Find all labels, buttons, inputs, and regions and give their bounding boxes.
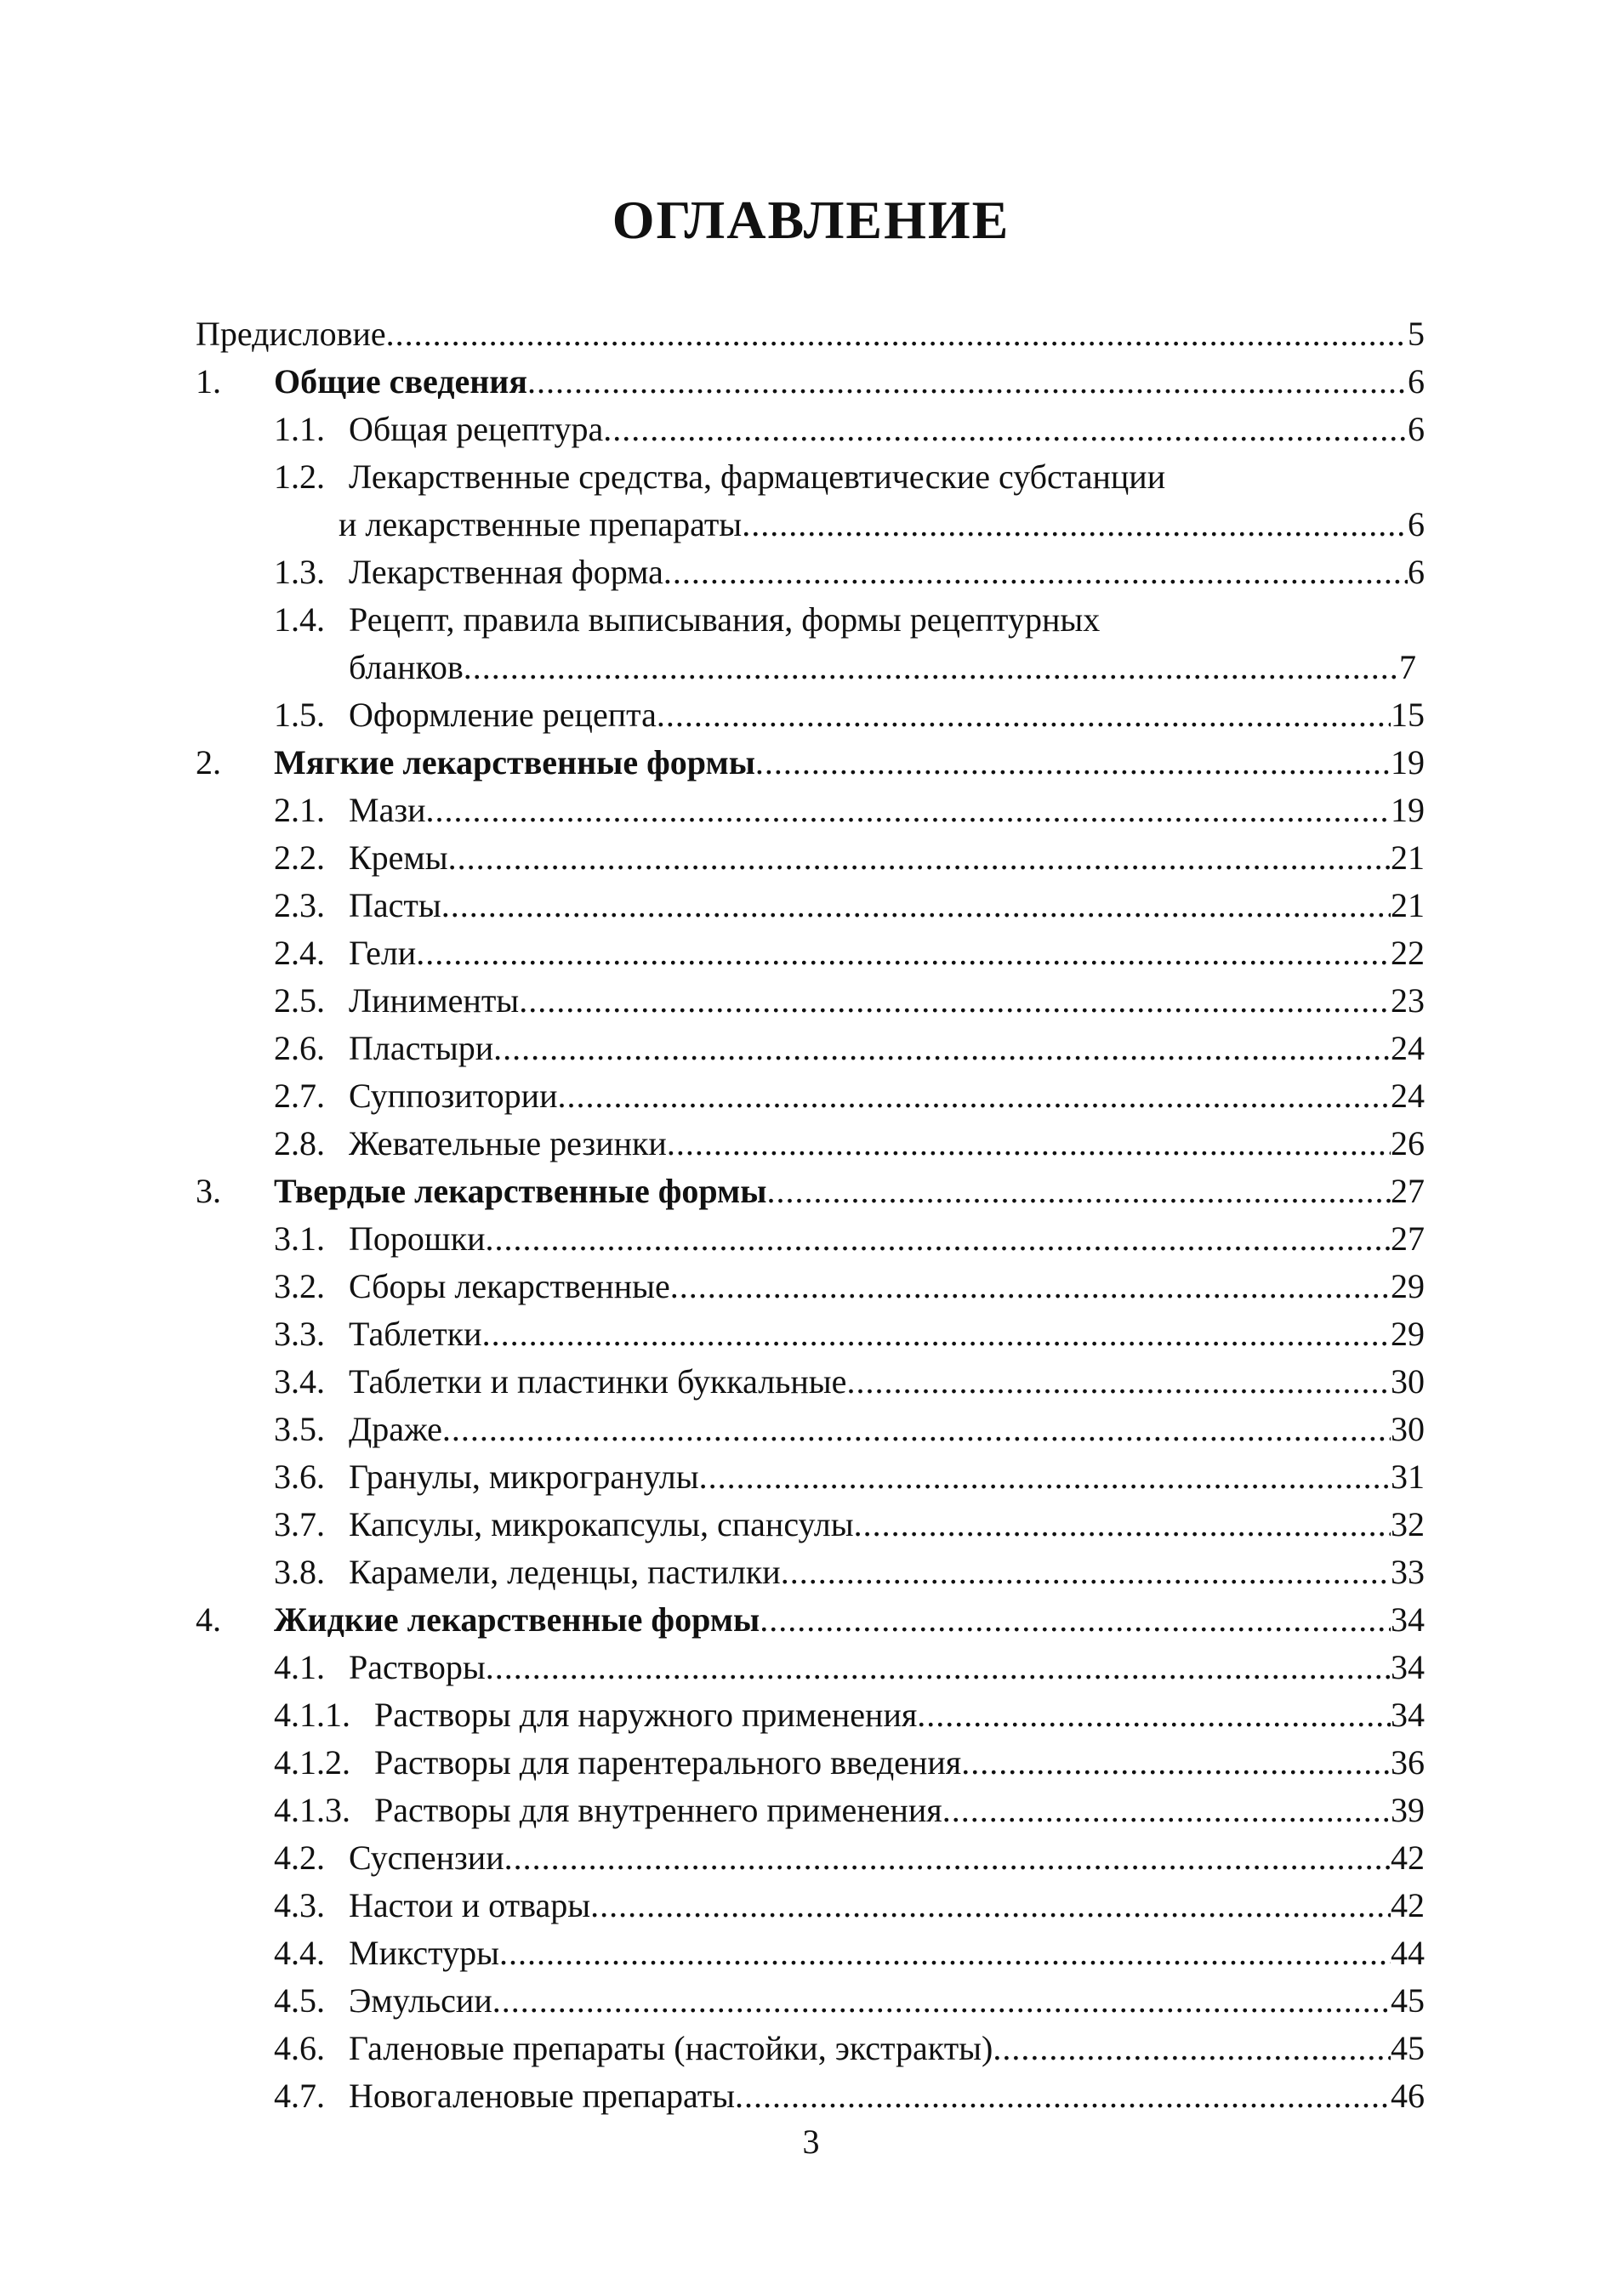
- leader-dots: [504, 1834, 1391, 1882]
- leader-dots: [767, 1168, 1392, 1215]
- section-number: 4.1.3.: [274, 1791, 350, 1829]
- section-number: 4.7.: [274, 2077, 325, 2115]
- leader-dots: [670, 1263, 1391, 1310]
- chapter-number: 3.: [196, 1172, 221, 1210]
- leader-dots: [486, 1644, 1391, 1691]
- toc-chapter-4[interactable]: 4. Жидкие лекарственные формы ..... 34: [196, 1596, 1425, 1644]
- toc-entry-1-4-first-line[interactable]: 1.4. Рецепт, правила выписывания, формы рецептурных: [274, 596, 1100, 644]
- toc-entry-2-8[interactable]: 2.8. Жевательные резинки ..... 26: [274, 1120, 1425, 1168]
- page-title: ОГЛАВЛЕНИЕ: [612, 190, 1010, 250]
- page-number: 22: [1391, 934, 1425, 972]
- page-number: 27: [1391, 1219, 1425, 1258]
- chapter-number: 1.: [196, 362, 221, 401]
- page-number: 6: [1408, 410, 1425, 448]
- toc-entry-2-3[interactable]: 2.3. Пасты ..... 21: [274, 882, 1425, 929]
- toc-entry-4-1-2[interactable]: 4.1.2. Растворы для парентерального введения ..... 36: [274, 1739, 1425, 1787]
- leader-dots: [464, 644, 1399, 691]
- page-number: 24: [1391, 1077, 1425, 1115]
- toc-entry-3-3[interactable]: 3.3. Таблетки ..... 29: [274, 1310, 1425, 1358]
- toc-entry-4-1-3[interactable]: 4.1.3. Растворы для внутреннего применения ..... 39: [274, 1787, 1425, 1834]
- page-number: 5: [1408, 315, 1425, 353]
- chapter-number: 2.: [196, 743, 221, 781]
- page-number: 45: [1391, 2029, 1425, 2067]
- leader-dots: [499, 1929, 1391, 1977]
- page-number: 30: [1391, 1362, 1425, 1401]
- page-number: 34: [1391, 1600, 1425, 1639]
- toc-entry-3-4[interactable]: 3.4. Таблетки и пластинки буккальные ..... 30: [274, 1358, 1425, 1406]
- leader-dots: [416, 929, 1391, 977]
- leader-dots: [755, 739, 1391, 787]
- page-number: 21: [1391, 838, 1425, 877]
- leader-dots: [441, 882, 1391, 929]
- toc-chapter-2[interactable]: 2. Мягкие лекарственные формы ..... 19: [196, 739, 1425, 787]
- leader-dots: [557, 1072, 1391, 1120]
- page-folio-number: 3: [802, 2123, 820, 2161]
- page-number: 21: [1391, 886, 1425, 924]
- toc-entry-1-2[interactable]: и лекарственные препараты ..... 6: [339, 501, 1425, 548]
- leader-dots: [735, 2072, 1391, 2120]
- page-number: 32: [1391, 1505, 1425, 1543]
- leader-dots: [854, 1501, 1391, 1549]
- page-number: 29: [1391, 1267, 1425, 1305]
- section-number: 3.7.: [274, 1505, 325, 1543]
- leader-dots: [760, 1596, 1391, 1644]
- section-number: 4.1.1.: [274, 1696, 350, 1734]
- section-number: 1.1.: [274, 410, 325, 448]
- toc-entry-1-4[interactable]: бланков ..... 7: [349, 644, 1416, 691]
- page-number: 34: [1391, 1696, 1425, 1734]
- toc-entry-4-1[interactable]: 4.1. Растворы ..... 34: [274, 1644, 1425, 1691]
- chapter-number: 4.: [196, 1600, 221, 1639]
- section-number: 3.4.: [274, 1362, 325, 1401]
- section-number: 3.3.: [274, 1315, 325, 1353]
- page-number: 34: [1391, 1648, 1425, 1686]
- toc-entry-2-6[interactable]: 2.6. Пластыри ..... 24: [274, 1025, 1425, 1072]
- toc-entry-4-2[interactable]: 4.2. Суспензии ..... 42: [274, 1834, 1425, 1882]
- toc-entry-2-5[interactable]: 2.5. Линименты ..... 23: [274, 977, 1425, 1025]
- section-number: 2.1.: [274, 791, 325, 829]
- leader-dots: [493, 1025, 1391, 1072]
- page-number: 24: [1391, 1029, 1425, 1067]
- leader-dots: [663, 548, 1408, 596]
- leader-dots: [386, 310, 1408, 358]
- section-number: 2.3.: [274, 886, 325, 924]
- toc-entry-2-4[interactable]: 2.4. Гели ..... 22: [274, 929, 1425, 977]
- section-number: 4.4.: [274, 1934, 325, 1972]
- page-number: 29: [1391, 1315, 1425, 1353]
- leader-dots: [846, 1358, 1391, 1406]
- toc-entry-2-1[interactable]: 2.1. Мази ..... 19: [274, 787, 1425, 834]
- section-number: 2.8.: [274, 1124, 325, 1162]
- leader-dots: [527, 358, 1408, 406]
- leader-dots: [699, 1453, 1391, 1501]
- section-number: 3.5.: [274, 1410, 325, 1448]
- leader-dots: [917, 1691, 1391, 1739]
- toc-entry-4-4[interactable]: 4.4. Микстуры ..... 44: [274, 1929, 1425, 1977]
- toc-entry-2-2[interactable]: 2.2. Кремы ..... 21: [274, 834, 1425, 882]
- toc-entry-3-7[interactable]: 3.7. Капсулы, микрокапсулы, спансулы ..... 32: [274, 1501, 1425, 1549]
- toc-entry-4-6[interactable]: 4.6. Галеновые препараты (настойки, экстракты) ..... 45: [274, 2025, 1425, 2072]
- leader-dots: [781, 1549, 1391, 1596]
- leader-dots: [993, 2025, 1391, 2072]
- leader-dots: [961, 1739, 1391, 1787]
- leader-dots: [519, 977, 1391, 1025]
- page-number: 15: [1391, 696, 1425, 734]
- toc-entry-1-1[interactable]: 1.1. Общая рецептура ..... 6: [274, 406, 1425, 453]
- page-number: 30: [1391, 1410, 1425, 1448]
- page-number: 46: [1391, 2077, 1425, 2115]
- toc-entry-1-5[interactable]: 1.5. Оформление рецепта ..... 15: [274, 691, 1425, 739]
- leader-dots: [486, 1215, 1391, 1263]
- toc-entry-4-3[interactable]: 4.3. Настои и отвары ..... 42: [274, 1882, 1425, 1929]
- page-number: 39: [1391, 1791, 1425, 1829]
- page-number: 19: [1391, 791, 1425, 829]
- section-number: 2.4.: [274, 934, 325, 972]
- page-number: 6: [1408, 505, 1425, 543]
- page-number: 7: [1399, 648, 1416, 686]
- leader-dots: [603, 406, 1408, 453]
- toc-entry-3-6[interactable]: 3.6. Гранулы, микрогранулы ..... 31: [274, 1453, 1425, 1501]
- section-number: 1.5.: [274, 696, 325, 734]
- section-number: 1.2.: [274, 457, 325, 496]
- leader-dots: [657, 691, 1391, 739]
- leader-dots: [742, 501, 1408, 548]
- section-number: 2.5.: [274, 981, 325, 1020]
- page-number: 42: [1391, 1839, 1425, 1877]
- toc-chapter-3[interactable]: 3. Твердые лекарственные формы ..... 27: [196, 1168, 1425, 1215]
- page-number: 6: [1408, 553, 1425, 591]
- section-number: 4.1.2.: [274, 1743, 350, 1782]
- page-number: 19: [1391, 743, 1425, 781]
- toc-entry-4-1-1[interactable]: 4.1.1. Растворы для наружного применения ..... 34: [274, 1691, 1425, 1739]
- section-number: 3.6.: [274, 1458, 325, 1496]
- toc-entry-3-8[interactable]: 3.8. Карамели, леденцы, пастилки ..... 33: [274, 1549, 1425, 1596]
- section-number: 2.7.: [274, 1077, 325, 1115]
- section-number: 1.3.: [274, 553, 325, 591]
- page-number: 6: [1408, 362, 1425, 401]
- section-number: 4.3.: [274, 1886, 325, 1924]
- leader-dots: [590, 1882, 1391, 1929]
- toc-entry-3-2[interactable]: 3.2. Сборы лекарственные ..... 29: [274, 1263, 1425, 1310]
- page-number: 27: [1391, 1172, 1425, 1210]
- toc-entry-3-1[interactable]: 3.1. Порошки ..... 27: [274, 1215, 1425, 1263]
- leader-dots: [667, 1120, 1391, 1168]
- leader-dots: [492, 1977, 1391, 2025]
- section-number: 1.4.: [274, 600, 325, 639]
- section-number: 4.1.: [274, 1648, 325, 1686]
- section-number: 2.2.: [274, 838, 325, 877]
- section-number: 4.6.: [274, 2029, 325, 2067]
- toc-entry-4-7[interactable]: 4.7. Новогаленовые препараты ..... 46: [274, 2072, 1425, 2120]
- toc-chapter-1[interactable]: 1. Общие сведения ..... 6: [196, 358, 1425, 406]
- leader-dots: [442, 1406, 1391, 1453]
- section-number: 2.6.: [274, 1029, 325, 1067]
- toc-entry-preface[interactable]: Предисловие ..... 5: [196, 310, 1425, 358]
- section-number: 3.8.: [274, 1553, 325, 1591]
- page-number: 42: [1391, 1886, 1425, 1924]
- toc-entry-4-5[interactable]: 4.5. Эмульсии ..... 45: [274, 1977, 1425, 2025]
- page-number: 26: [1391, 1124, 1425, 1162]
- page-number: 36: [1391, 1743, 1425, 1782]
- leader-dots: [448, 834, 1391, 882]
- toc-entry-3-5[interactable]: 3.5. Драже ..... 30: [274, 1406, 1425, 1453]
- toc-entry-1-2-first-line[interactable]: 1.2. Лекарственные средства, фармацевтические субстанции: [274, 453, 1165, 501]
- section-number: 4.5.: [274, 1981, 325, 2020]
- section-number: 4.2.: [274, 1839, 325, 1877]
- page-number: 44: [1391, 1934, 1425, 1972]
- leader-dots: [426, 787, 1391, 834]
- leader-dots: [482, 1310, 1391, 1358]
- page-number: 45: [1391, 1981, 1425, 2020]
- toc-entry-2-7[interactable]: 2.7. Суппозитории ..... 24: [274, 1072, 1425, 1120]
- section-number: 3.1.: [274, 1219, 325, 1258]
- page-number: 33: [1391, 1553, 1425, 1591]
- page-number: 23: [1391, 981, 1425, 1020]
- toc-entry-1-3[interactable]: 1.3. Лекарственная форма ..... 6: [274, 548, 1425, 596]
- section-number: 3.2.: [274, 1267, 325, 1305]
- page-number: 31: [1391, 1458, 1425, 1496]
- leader-dots: [942, 1787, 1391, 1834]
